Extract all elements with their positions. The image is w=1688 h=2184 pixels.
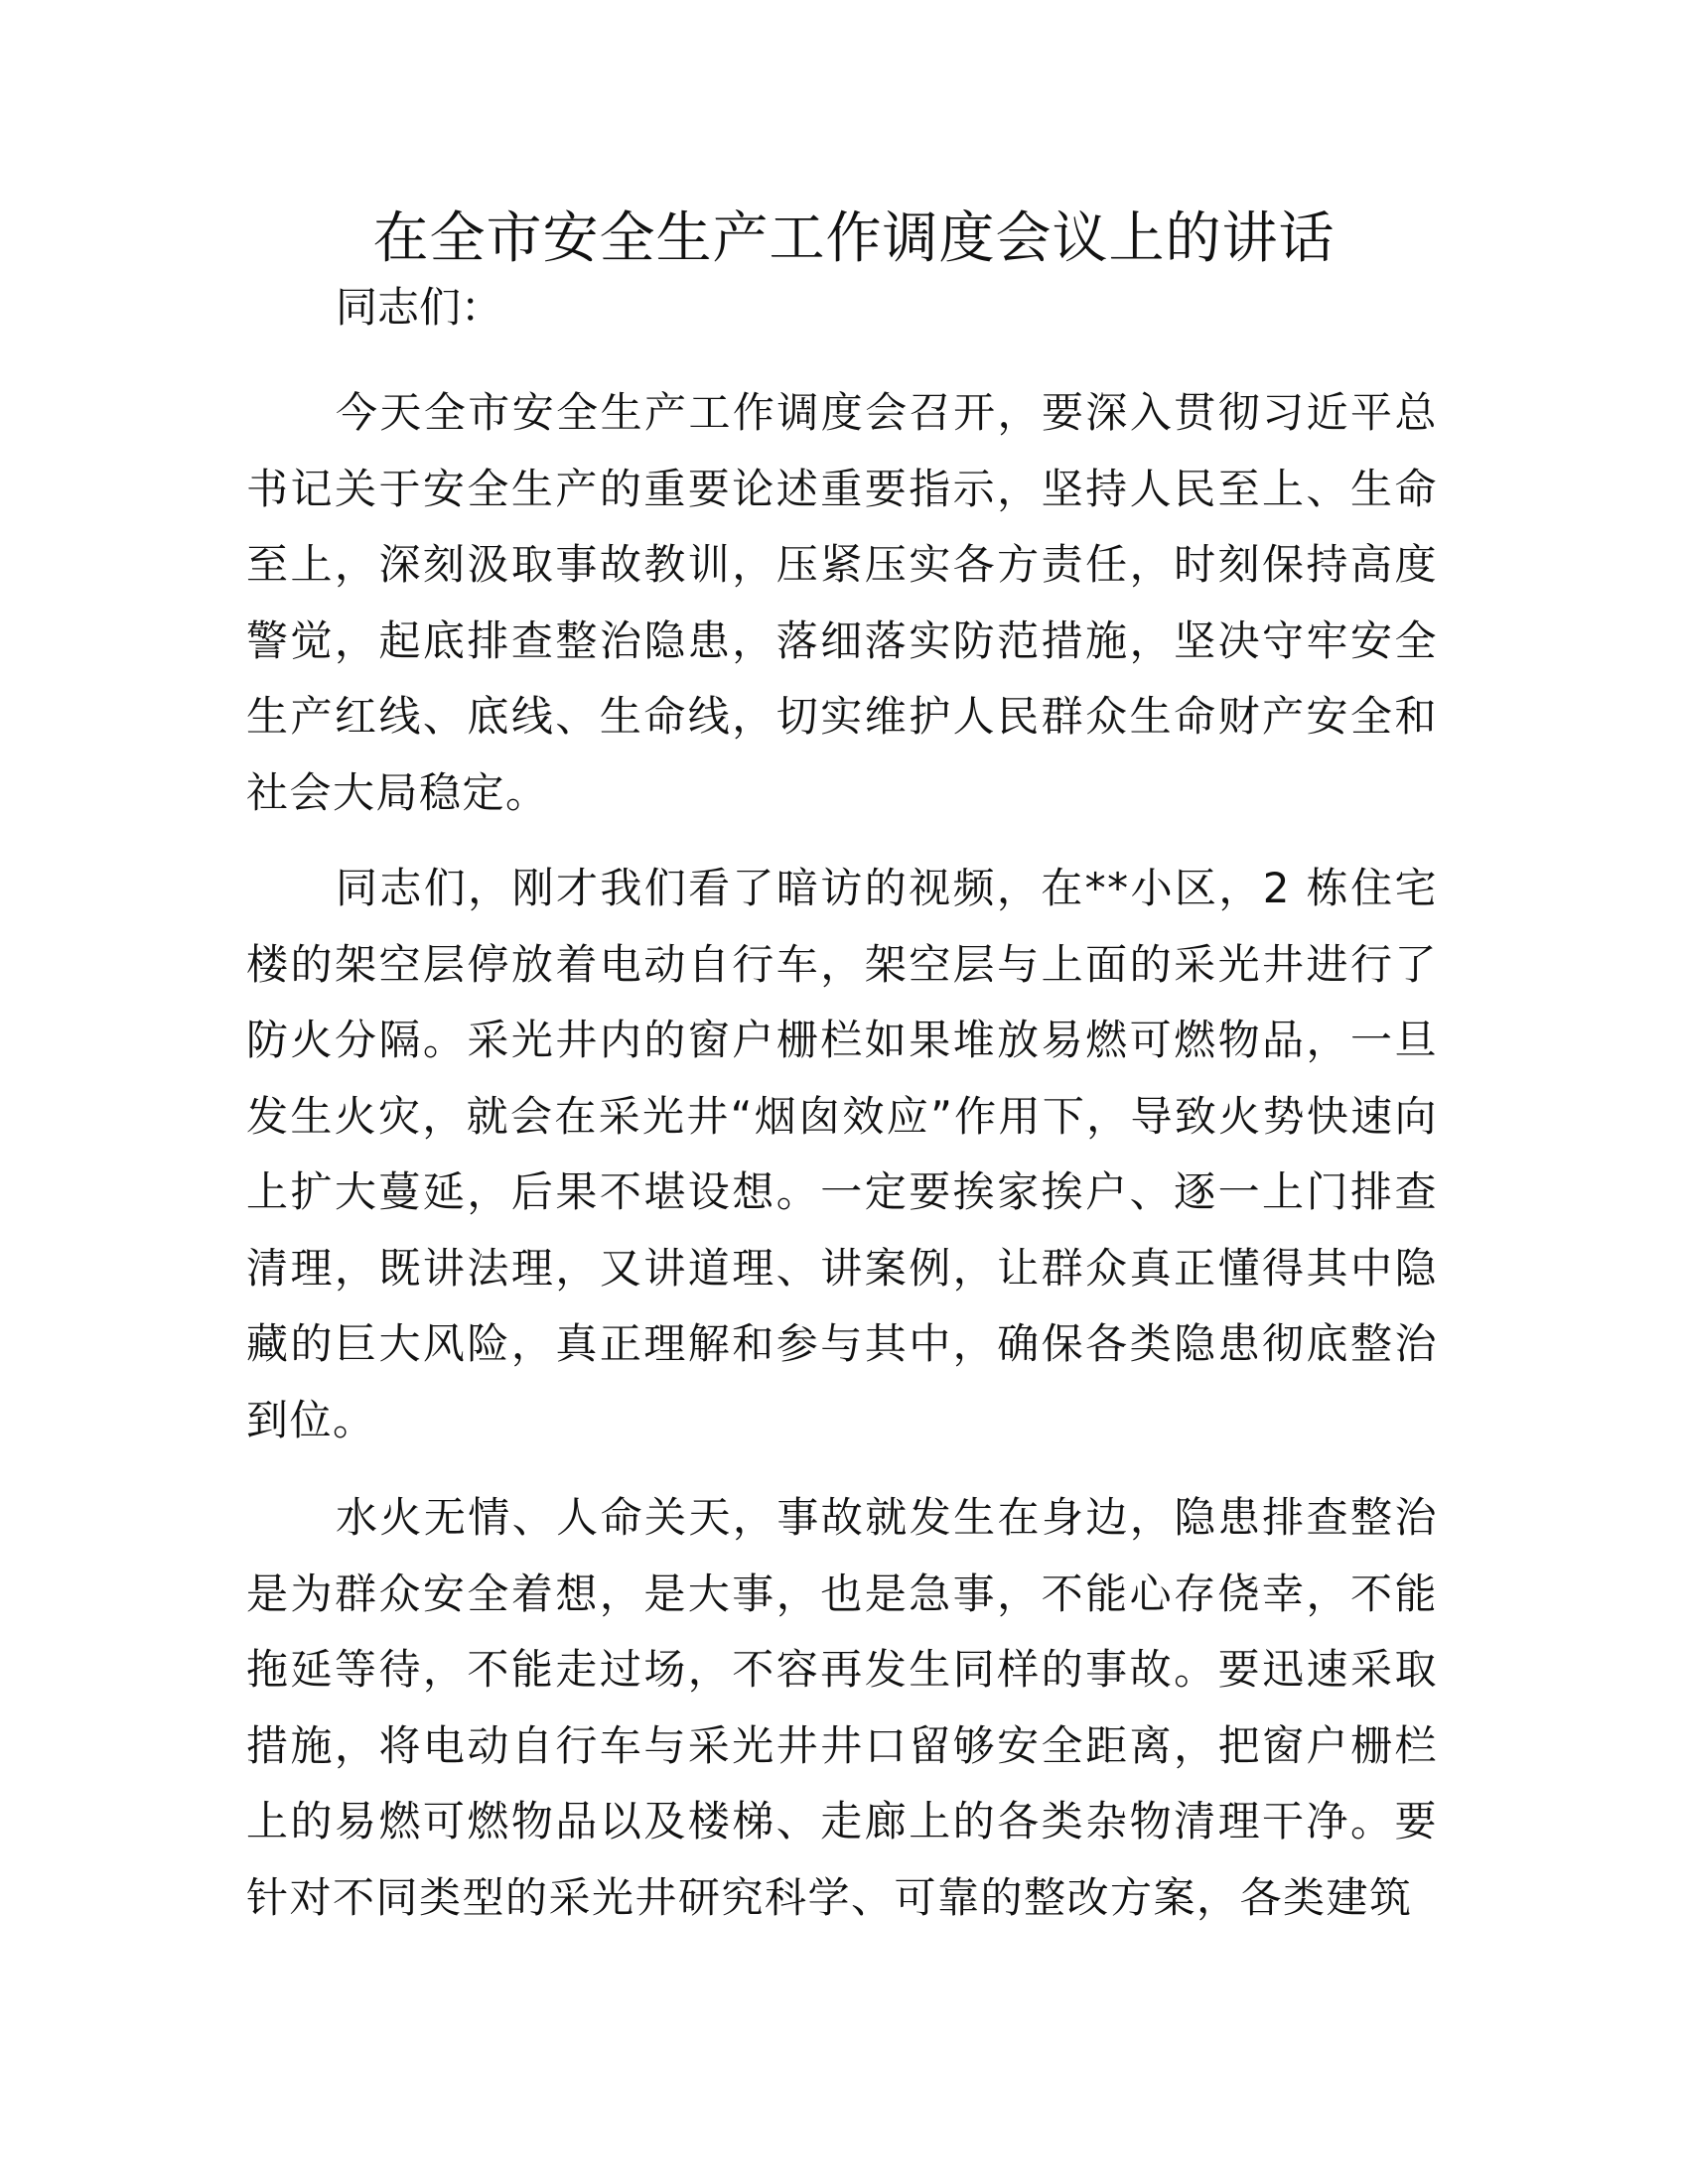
document-body bbox=[246, 270, 1438, 1936]
paragraph-1: 今天全市安全生产工作调度会召开，要深入贯彻习近平总书记关于安全生产的重要论述重要指示，坚持人民至上、生命至上，深刻汲取事故教训，压紧压实各方责任，时刻保持高度警觉，起底排查整治隐患，落细落实防范措施，坚决守牢安全生产红线、底线、生命线，切实维护人民群众生命财产安全和社会大局稳定。 bbox=[246, 388, 1438, 817]
paragraph-2: 同志们，刚才我们看了暗访的视频，在**小区，2 栋住宅楼的架空层停放着电动自行车，架空层与上面的采光井进行了防火分隔。采光井内的窗户栅栏如果堆放易燃可燃物品，一旦发生火灾，就会在采光井“烟囱效应”作用下，导致火势快速向上扩大蔓延，后果不堪设想。一定要挨家挨户、逐一上门排查清理，既讲法理，又讲道理、讲案例，让群众真正懂得其中隐藏的巨大风险，真正理解和参与其中，确保各类隐患彻底整治到位。 bbox=[246, 864, 1438, 1444]
paragraph-3: 水火无情、人命关天，事故就发生在身边，隐患排查整治是为群众安全着想，是大事，也是急事，不能心存侥幸，不能拖延等待，不能走过场，不容再发生同样的事故。要迅速采取措施，将电动自行车与采光井井口留够安全距离，把窗户栅栏上的易燃可燃物品以及楼梯、走廊上的各类杂物清理干净。要针对不同类型的采光井研究科学、可靠的整改方案，各类建筑 bbox=[246, 1493, 1438, 1922]
page-title: 在全市安全生产工作调度会议上的讲话 bbox=[372, 206, 1336, 271]
salutation: 同志们： bbox=[336, 283, 503, 332]
